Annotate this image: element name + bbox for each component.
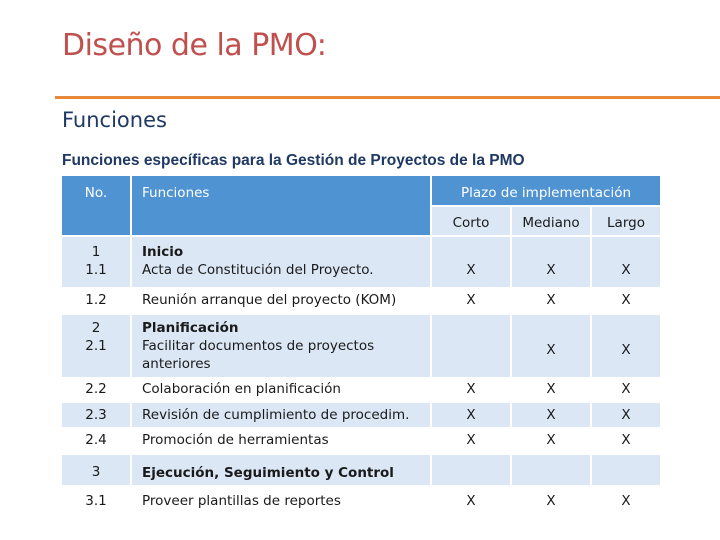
row-function: Revisión de cumplimiento de procedim. — [132, 403, 430, 427]
table-caption: Funciones específicas para la Gestión de Proyectos de la PMO — [62, 152, 525, 169]
mark-mediano: X — [512, 487, 590, 514]
slide-subtitle: Funciones — [62, 108, 167, 132]
row-function: Promoción de herramientas — [132, 429, 430, 453]
mark-largo: X — [592, 377, 660, 401]
mark-mediano: X — [512, 237, 590, 287]
mark-corto — [432, 315, 510, 377]
mark-corto: X — [432, 289, 510, 313]
row-function: Planificación Facilitar documentos de proyectos anteriores — [132, 315, 430, 377]
mark-largo: X — [592, 403, 660, 427]
mark-mediano: X — [512, 289, 590, 313]
row-number: 2.3 — [62, 403, 130, 427]
row-function: Ejecución, Seguimiento y Control — [132, 455, 430, 485]
row-number: 1.2 — [62, 289, 130, 313]
header-largo: Largo — [592, 207, 660, 235]
mark-mediano: X — [512, 377, 590, 401]
header-funciones: Funciones — [132, 176, 430, 235]
header-no: No. — [62, 176, 130, 235]
functions-table — [62, 176, 660, 514]
title-divider — [55, 96, 720, 99]
mark-mediano: X — [512, 403, 590, 427]
slide-title: Diseño de la PMO: — [62, 28, 327, 63]
row-number: 2.2 — [62, 377, 130, 401]
mark-corto: X — [432, 487, 510, 514]
mark-mediano: X — [512, 429, 590, 453]
row-function: Inicio Acta de Constitución del Proyecto. — [132, 237, 430, 287]
mark-largo: X — [592, 487, 660, 514]
mark-mediano — [512, 455, 590, 485]
row-number: 2.4 — [62, 429, 130, 453]
header-plazo: Plazo de implementación — [432, 176, 660, 205]
row-number: 3 — [62, 455, 130, 485]
mark-corto: X — [432, 429, 510, 453]
mark-largo: X — [592, 289, 660, 313]
mark-largo: X — [592, 429, 660, 453]
mark-corto: X — [432, 403, 510, 427]
mark-largo: X — [592, 237, 660, 287]
mark-corto: X — [432, 237, 510, 287]
mark-largo: X — [592, 315, 660, 377]
row-number: 2 2.1 — [62, 315, 130, 377]
mark-mediano: X — [512, 315, 590, 377]
mark-corto: X — [432, 377, 510, 401]
row-function: Reunión arranque del proyecto (KOM) — [132, 289, 430, 313]
mark-corto — [432, 455, 510, 485]
row-number: 3.1 — [62, 487, 130, 514]
header-corto: Corto — [432, 207, 510, 235]
mark-largo — [592, 455, 660, 485]
row-function: Proveer plantillas de reportes — [132, 487, 430, 514]
row-number: 1 1.1 — [62, 237, 130, 287]
row-function: Colaboración en planificación — [132, 377, 430, 401]
header-mediano: Mediano — [512, 207, 590, 235]
